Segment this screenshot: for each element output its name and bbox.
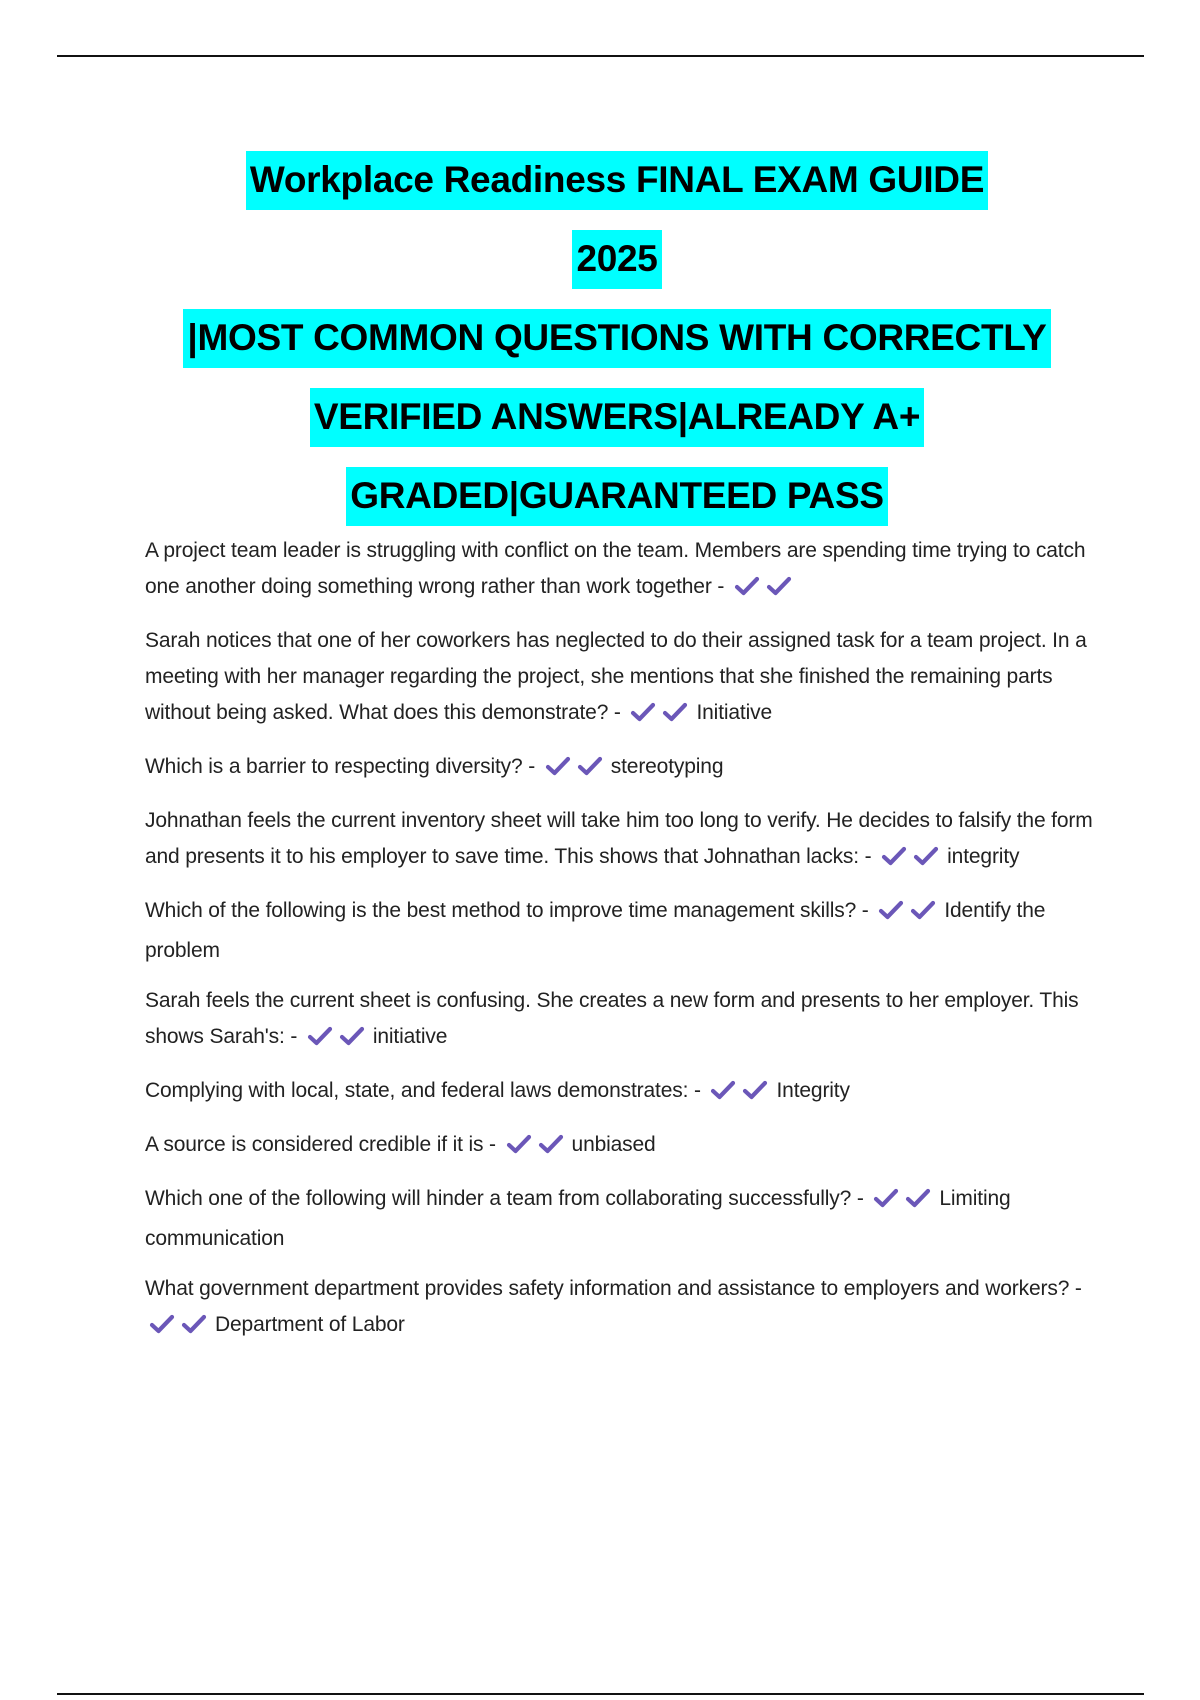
double-check-icons xyxy=(710,1077,774,1113)
answer-text: Integrity xyxy=(776,1079,850,1102)
question-text: A source is considered credible if it is xyxy=(145,1133,484,1156)
qa-list xyxy=(145,533,1095,1361)
double-check-icons xyxy=(545,753,609,789)
checkmark-icon xyxy=(149,1313,175,1335)
separator-dash: - xyxy=(284,1025,303,1048)
title-line-text: VERIFIED ANSWERS|ALREADY A+ xyxy=(310,388,924,447)
question-text: A project team leader is struggling with conflict on the team. Members are spending time trying to catch one another doing something wrong rather than work together xyxy=(145,539,1086,598)
qa-item xyxy=(145,893,1095,969)
checkmark-icon xyxy=(339,1025,365,1047)
checkmark-icon xyxy=(910,899,936,921)
title-line-text: Workplace Readiness FINAL EXAM GUIDE xyxy=(246,151,988,210)
separator-dash: - xyxy=(711,575,730,598)
checkmark-icon xyxy=(905,1187,931,1209)
checkmark-icon xyxy=(577,755,603,777)
checkmark-icon xyxy=(630,701,656,723)
question-text: Complying with local, state, and federal laws demonstrates: xyxy=(145,1079,689,1102)
separator-dash: - xyxy=(483,1133,502,1156)
title-line xyxy=(100,377,1134,456)
double-check-icons xyxy=(307,1023,371,1059)
separator-dash: - xyxy=(522,755,541,778)
question-text: What government department provides safety information and assistance to employers and workers? xyxy=(145,1277,1070,1300)
checkmark-icon xyxy=(913,845,939,867)
separator-dash: - xyxy=(688,1079,707,1102)
answer-text: Identify the problem xyxy=(145,899,1046,962)
separator-dash: - xyxy=(851,1187,870,1210)
question-text: Johnathan feels the current inventory sheet will take him too long to verify. He decides to falsify the form and presents it to his employer to save time. This shows that Johnathan lacks: xyxy=(145,809,1093,868)
question-text: Which of the following is the best method to improve time management skills? xyxy=(145,899,857,922)
double-check-icons xyxy=(630,699,694,735)
separator-dash: - xyxy=(608,701,627,724)
answer-text: initiative xyxy=(372,1025,448,1048)
top-rule xyxy=(57,55,1144,57)
separator-dash: - xyxy=(1069,1277,1082,1300)
qa-item xyxy=(145,623,1095,735)
checkmark-icon xyxy=(742,1079,768,1101)
qa-item xyxy=(145,533,1095,609)
double-check-icons xyxy=(878,897,942,933)
qa-item xyxy=(145,1181,1095,1257)
checkmark-icon xyxy=(545,755,571,777)
answer-text: Limiting communication xyxy=(145,1187,1011,1250)
question-text: Which one of the following will hinder a team from collaborating successfully? xyxy=(145,1187,852,1210)
title-line xyxy=(100,456,1134,535)
double-check-icons xyxy=(506,1131,570,1167)
checkmark-icon xyxy=(878,899,904,921)
double-check-icons xyxy=(734,573,798,609)
checkmark-icon xyxy=(881,845,907,867)
answer-text: unbiased xyxy=(571,1133,656,1156)
checkmark-icon xyxy=(766,575,792,597)
title-line-text: GRADED|GUARANTEED PASS xyxy=(346,467,887,526)
answer-text: Department of Labor xyxy=(215,1313,405,1336)
bottom-rule xyxy=(57,1693,1144,1695)
checkmark-icon xyxy=(307,1025,333,1047)
title-line-text: |MOST COMMON QUESTIONS WITH CORRECTLY xyxy=(183,309,1050,368)
checkmark-icon xyxy=(506,1133,532,1155)
answer-text: integrity xyxy=(947,845,1020,868)
question-text: Sarah feels the current sheet is confusing. She creates a new form and presents to her employer. This shows Sarah's: xyxy=(145,989,1079,1048)
title-line xyxy=(100,219,1134,298)
checkmark-icon xyxy=(181,1313,207,1335)
separator-dash: - xyxy=(856,899,875,922)
qa-item xyxy=(145,803,1095,879)
title-line xyxy=(100,298,1134,377)
checkmark-icon xyxy=(734,575,760,597)
document-title xyxy=(100,140,1134,535)
question-text: Which is a barrier to respecting diversity? xyxy=(145,755,523,778)
double-check-icons xyxy=(873,1185,937,1221)
double-check-icons xyxy=(149,1311,213,1347)
qa-item xyxy=(145,1127,1095,1167)
answer-text: Initiative xyxy=(696,701,773,724)
checkmark-icon xyxy=(710,1079,736,1101)
checkmark-icon xyxy=(538,1133,564,1155)
qa-item xyxy=(145,1271,1095,1347)
double-check-icons xyxy=(881,843,945,879)
title-line-text: 2025 xyxy=(572,230,661,289)
separator-dash: - xyxy=(858,845,878,868)
qa-item xyxy=(145,983,1095,1059)
question-text: Sarah notices that one of her coworkers has neglected to do their assigned task for a team project. In a meeting with her manager regarding the project, she mentions that she finished the remaining parts without being asked. What does this demonstrate? xyxy=(145,629,1087,724)
checkmark-icon xyxy=(873,1187,899,1209)
title-line xyxy=(100,140,1134,219)
answer-text: stereotyping xyxy=(610,755,724,778)
qa-item xyxy=(145,749,1095,789)
checkmark-icon xyxy=(662,701,688,723)
qa-item xyxy=(145,1073,1095,1113)
